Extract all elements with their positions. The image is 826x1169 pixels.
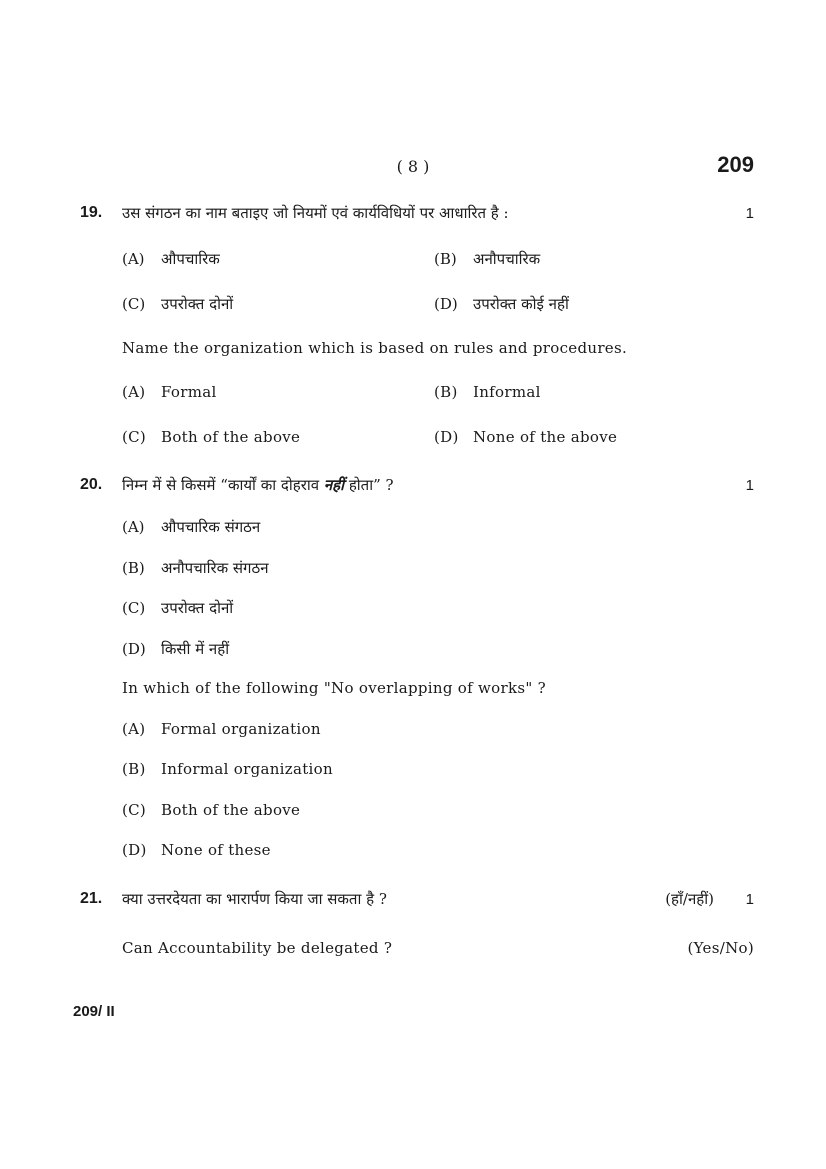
question-marks: 1	[745, 205, 754, 222]
option-english-c	[122, 428, 300, 446]
question-text-english: Name the organization which is based on rules and procedures.	[122, 339, 628, 357]
option-label: (D)	[122, 640, 146, 658]
option-text: None of these	[161, 841, 271, 859]
option-hindi-d	[122, 639, 229, 659]
option-english-d	[434, 428, 617, 446]
option-text: Both of the above	[161, 428, 301, 446]
option-english-d	[122, 841, 271, 859]
option-text: उपरोक्त कोई नहीं	[473, 295, 569, 313]
question-marks: 1	[745, 477, 754, 494]
question-number: 19.	[80, 204, 103, 221]
question-text-english: In which of the following "No overlapping of works" ?	[122, 679, 546, 697]
question-number: 21.	[80, 890, 103, 907]
answer-hint-hindi: (हाँ/नहीं)	[665, 890, 714, 908]
question-text-before: निम्न में से किसमें “कार्यों का दोहराव	[122, 476, 320, 494]
option-text: औपचारिक	[161, 250, 220, 268]
option-label: (B)	[434, 250, 457, 268]
option-label: (D)	[434, 295, 458, 313]
answer-hint-english: (Yes/No)	[687, 939, 754, 957]
option-label: (B)	[434, 383, 458, 401]
question-number: 20.	[80, 476, 103, 493]
option-label: (A)	[122, 720, 146, 738]
option-english-c	[122, 801, 300, 819]
option-english-a	[122, 720, 321, 738]
option-label: (C)	[122, 599, 146, 617]
footer-paper-code: 209/ II	[73, 1003, 115, 1020]
question-marks: 1	[745, 891, 754, 908]
question-text-hindi: उस संगठन का नाम बताइए जो नियमों एवं कार्यविधियों पर आधारित है :	[122, 204, 509, 222]
question-text-after: होता” ?	[348, 476, 394, 494]
option-text: उपरोक्त दोनों	[161, 295, 234, 313]
option-label: (A)	[122, 383, 146, 401]
option-text: Formal	[161, 383, 217, 401]
option-text: अनौपचारिक	[473, 250, 541, 268]
option-label: (D)	[434, 428, 459, 446]
option-label: (B)	[122, 760, 146, 778]
option-text: Both of the above	[161, 801, 301, 819]
option-label: (B)	[122, 559, 145, 577]
option-english-a	[122, 383, 217, 401]
emphasis-word: नहीं	[323, 476, 345, 494]
option-text: अनौपचारिक संगठन	[161, 559, 269, 577]
page-number: ( 8 )	[396, 157, 430, 176]
option-hindi-a	[122, 249, 220, 269]
option-english-b	[434, 383, 541, 401]
option-label: (C)	[122, 801, 147, 819]
paper-code: 209	[717, 152, 754, 177]
option-text: उपरोक्त दोनों	[161, 599, 234, 617]
option-text: None of the above	[473, 428, 618, 446]
option-hindi-d	[434, 294, 569, 314]
option-text: औपचारिक संगठन	[161, 518, 261, 536]
option-text: किसी में नहीं	[161, 640, 230, 658]
option-english-b	[122, 760, 333, 778]
option-text: Informal	[473, 383, 541, 401]
option-label: (D)	[122, 841, 147, 859]
option-hindi-b	[434, 249, 540, 269]
option-text: Formal organization	[161, 720, 321, 738]
option-label: (A)	[122, 250, 145, 268]
option-label: (A)	[122, 518, 145, 536]
option-hindi-a	[122, 517, 260, 537]
question-text-hindi	[122, 475, 394, 495]
question-text-hindi: क्या उत्तरदेयता का भारार्पण किया जा सकता है ?	[122, 890, 387, 908]
option-hindi-b	[122, 558, 269, 578]
option-hindi-c	[122, 294, 233, 314]
option-text: Informal organization	[161, 760, 333, 778]
option-label: (C)	[122, 295, 146, 313]
question-text-english: Can Accountability be delegated ?	[122, 939, 393, 957]
option-hindi-c	[122, 598, 233, 618]
option-label: (C)	[122, 428, 147, 446]
